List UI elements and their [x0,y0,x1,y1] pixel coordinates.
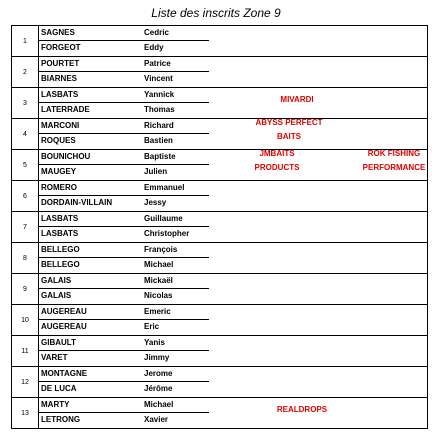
registrants-table-body [12,26,428,429]
team-members [39,243,427,273]
participant-last-name: LASBATS [41,214,79,223]
table-row [12,57,428,88]
team-members [39,367,427,397]
participant-last-name: VARET [41,353,68,362]
team-members-cell [39,336,428,367]
participant-last-name: LETRONG [41,415,81,424]
participant-last-name: DORDAIN-VILLAIN [41,198,113,207]
participant [39,382,399,397]
team-members [39,336,427,366]
team-members-cell [39,119,428,150]
team-members [39,88,427,118]
participant-first-name: Mickaël [144,276,173,285]
participant [39,103,399,118]
participant-last-name: BELLEGO [41,260,80,269]
member-divider [39,350,209,351]
team-members-cell [39,212,428,243]
team-number: 5 [12,150,39,181]
participant [39,72,399,87]
participant-first-name: Yannick [144,90,175,99]
sponsor-label [217,149,337,173]
sponsor-label: REALDROPS [276,405,328,414]
team-members-cell [39,274,428,305]
team-members [39,119,427,149]
participant-last-name: LATERRADE [41,105,90,114]
team-members-cell [39,181,428,212]
participant-last-name: MARTY [41,400,70,409]
team-members-cell [39,88,428,119]
participant [39,212,399,227]
team-members [39,274,427,304]
team-number: 11 [12,336,39,367]
member-divider [39,288,209,289]
sponsor-label [214,118,364,142]
participant-last-name: GIBAULT [41,338,76,347]
member-divider [39,319,209,320]
participant-first-name: Michael [144,400,174,409]
member-divider [39,195,209,196]
participant [39,26,399,41]
participant [39,367,399,382]
participant-first-name: Jimmy [144,353,170,362]
participant-first-name: Michael [144,260,174,269]
member-divider [39,133,209,134]
participant-last-name: GALAIS [41,276,72,285]
table-row [12,367,428,398]
participant-first-name: Guillaume [144,214,183,223]
participant [39,196,399,211]
participant-last-name: POURTET [41,59,80,68]
participant-first-name: Jérôme [144,384,173,393]
table-row [12,274,428,305]
table-row [12,181,428,212]
participant-last-name: SAGNES [41,28,75,37]
team-number: 1 [12,26,39,57]
participant [39,57,399,72]
participant-last-name: MARCONI [41,121,80,130]
participant-first-name: Thomas [144,105,175,114]
participant-first-name: Richard [144,121,174,130]
participant-last-name: ROQUES [41,136,76,145]
participant [39,289,399,304]
participant-last-name: MAUGEY [41,167,77,176]
participant-last-name: BELLEGO [41,245,80,254]
table-row [12,336,428,367]
team-members-cell [39,150,428,181]
team-members [39,57,427,87]
member-divider [39,257,209,258]
sponsor-label: MIVARDI [280,95,314,104]
team-number: 3 [12,88,39,119]
participant-last-name: BIARNES [41,74,78,83]
participant-last-name: LASBATS [41,229,79,238]
page-title: Liste des inscrits Zone 9 [151,6,281,20]
participant-last-name: ROMERO [41,183,77,192]
participant-first-name: Julien [144,167,168,176]
team-members [39,212,427,242]
participant [39,336,399,351]
sponsor-label-line: ABYSS PERFECT [255,118,323,127]
member-divider [39,381,209,382]
participant-first-name: Nicolas [144,291,173,300]
team-members-cell [39,57,428,88]
table-row [12,212,428,243]
team-number: 2 [12,57,39,88]
team-number: 8 [12,243,39,274]
sponsor-label-line: JMBAITS [259,149,295,158]
team-number: 10 [12,305,39,336]
participant [39,227,399,242]
participant-last-name: LASBATS [41,90,79,99]
participant [39,274,399,289]
participant-last-name: BOUNICHOU [41,152,91,161]
team-number: 12 [12,367,39,398]
participant [39,243,399,258]
participant-first-name: François [144,245,178,254]
member-divider [39,412,209,413]
member-divider [39,164,209,165]
participant [39,181,399,196]
participant-first-name: Xavier [144,415,169,424]
team-members-cell [39,243,428,274]
participant-first-name: Emmanuel [144,183,185,192]
participant-first-name: Emeric [144,307,171,316]
sponsor-label-line: BAITS [277,132,301,141]
registrants-table [11,25,428,429]
participant-first-name: Vincent [144,74,173,83]
table-row [12,305,428,336]
participant-first-name: Patrice [144,59,171,68]
team-members-cell [39,26,428,57]
participant-last-name: AUGEREAU [41,307,87,316]
team-members [39,398,427,428]
participant-last-name: DE LUCA [41,384,77,393]
sponsor-label-line: ROK FISHING [367,149,421,158]
participant-first-name: Jessy [144,198,167,207]
team-members [39,150,427,180]
sponsor-label-line: PERFORMANCE [362,163,426,172]
participant [39,320,399,335]
participant-first-name: Eric [144,322,160,331]
participant [39,88,399,103]
participant-first-name: Eddy [144,43,164,52]
sponsor-label [339,149,432,173]
table-row [12,243,428,274]
team-members-cell [39,305,428,336]
table-row [12,398,428,429]
participant [39,258,399,273]
participant-first-name: Christopher [144,229,190,238]
participant-first-name: Bastien [144,136,173,145]
member-divider [39,102,209,103]
participant-first-name: Yanis [144,338,165,347]
team-members [39,26,427,56]
team-members-cell [39,367,428,398]
team-number: 13 [12,398,39,429]
participant [39,351,399,366]
participant-first-name: Baptiste [144,152,176,161]
participant-first-name: Cedric [144,28,169,37]
member-divider [39,226,209,227]
team-members [39,305,427,335]
member-divider [39,40,209,41]
participant [39,41,399,56]
team-members-cell [39,398,428,429]
participant [39,305,399,320]
team-number: 6 [12,181,39,212]
table-row [12,88,428,119]
team-members [39,181,427,211]
table-row [12,26,428,57]
table-row [12,150,428,181]
participant-last-name: MONTAGNE [41,369,88,378]
participant-first-name: Jerome [144,369,173,378]
participant-last-name: FORGEOT [41,43,81,52]
member-divider [39,71,209,72]
sponsor-label-line: PRODUCTS [254,163,300,172]
participant-last-name: AUGEREAU [41,322,87,331]
team-number: 7 [12,212,39,243]
table-row [12,119,428,150]
participant-last-name: GALAIS [41,291,72,300]
participant [39,413,399,428]
team-number: 9 [12,274,39,305]
team-number: 4 [12,119,39,150]
